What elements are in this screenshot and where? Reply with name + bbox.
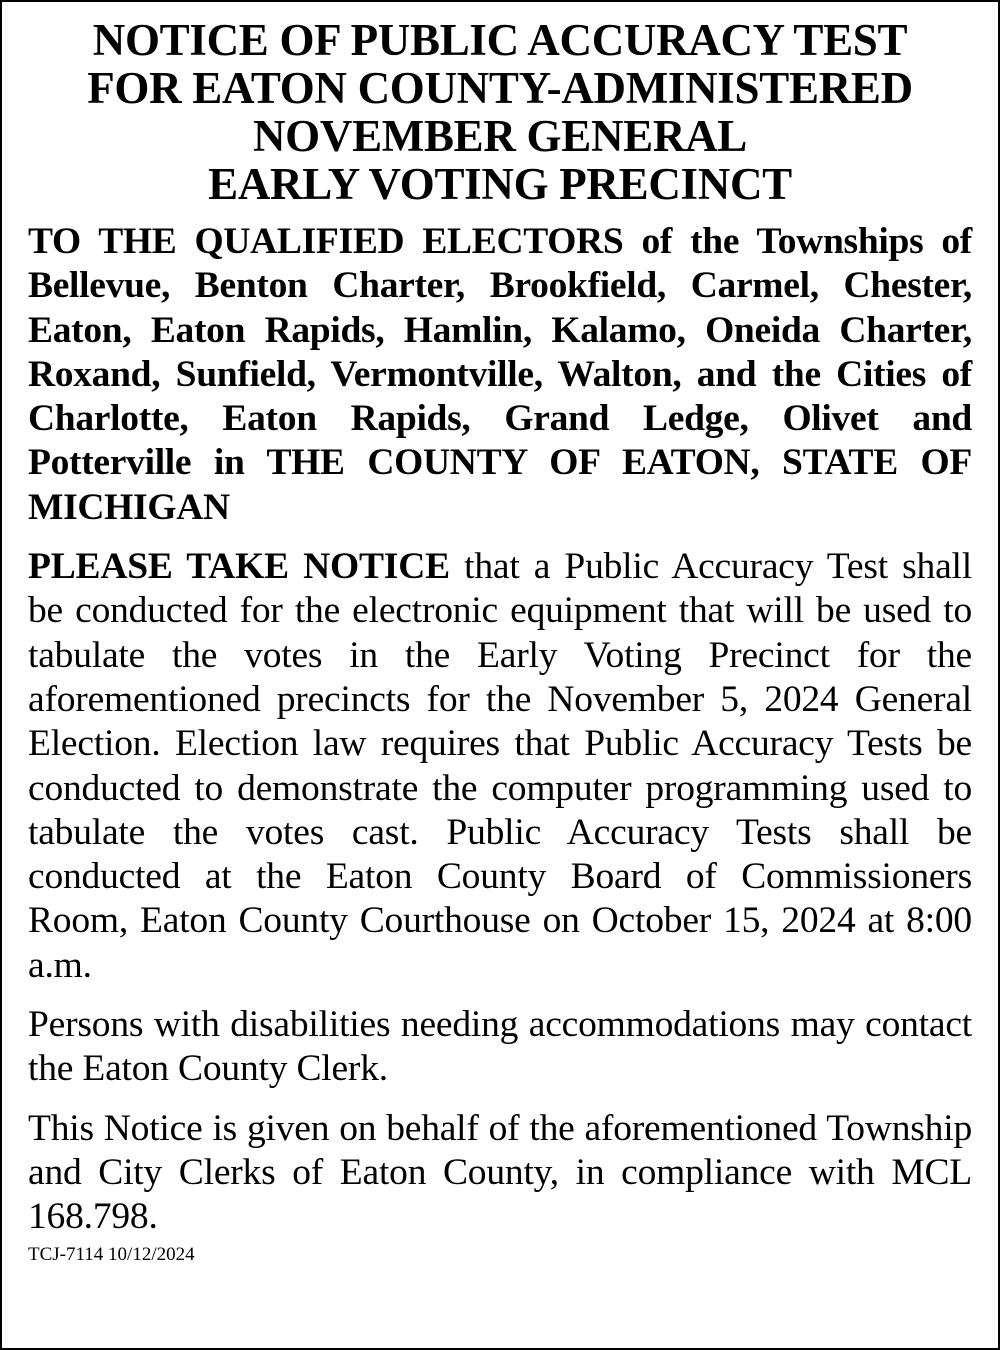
notice-title <box>28 16 972 208</box>
publication-code: TCJ-7114 10/12/2024 <box>28 1244 195 1265</box>
behalf-paragraph: This Notice is given on behalf of the aforementioned Township and City Clerks of Eaton County, in compliance with MCL 168.798. <box>28 1107 972 1238</box>
notice-paragraph <box>28 545 972 988</box>
title-line-4: EARLY VOTING PRECINCT <box>208 159 792 209</box>
title-line-2: FOR EATON COUNTY-ADMINISTERED <box>87 63 913 113</box>
electors-paragraph: TO THE QUALIFIED ELECTORS of the Townships of Bellevue, Benton Charter, Brookfield, Carmel, Chester, Eaton, Eaton Rapids, Hamlin, Kalamo, Oneida Charter, Roxand, Sunfield, Vermontville, Walton, and the Cities of Charlotte, Eaton Rapids, Grand Ledge, Olivet and Potterville in THE COUNTY OF EATON, STATE OF MICHIGAN <box>28 221 972 528</box>
title-line-3: NOVEMBER GENERAL <box>252 111 747 161</box>
notice-lead: PLEASE TAKE NOTICE <box>28 546 450 588</box>
notice-body: that a Public Accuracy Test shall be conducted for the electronic equipment that will be used to tabulate the votes in the Early Voting Precinct for the aforementioned precincts for the November 5, 2024 General Election. Election law requires that Public Accuracy Tests be conducted to demonstrate the computer programming used to tabulate the votes cast. Public Accuracy Tests shall be conducted at the Eaton County Board of Commissioners Room, Eaton County Courthouse on October 15, 2024 at 8:00 a.m. <box>28 546 972 986</box>
disabilities-paragraph: Persons with disabilities needing accommodations may contact the Eaton County Clerk. <box>28 1004 972 1090</box>
title-line-1: NOTICE OF PUBLIC ACCURACY TEST <box>92 15 908 65</box>
